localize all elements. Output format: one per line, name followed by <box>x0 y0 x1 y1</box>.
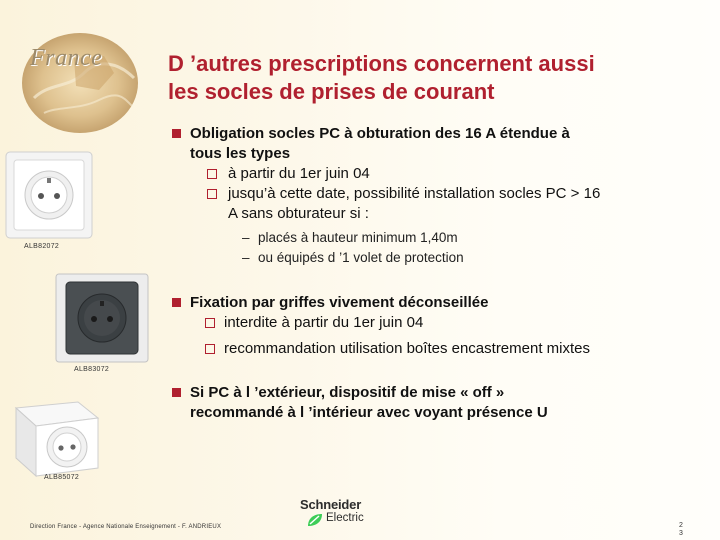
page-number <box>679 522 683 538</box>
square-bullet-icon <box>172 129 181 138</box>
sub-bullet-item <box>170 184 710 224</box>
square-bullet-icon <box>172 388 181 397</box>
dash-bullet-icon: – <box>242 230 250 245</box>
product-image-socket-surface <box>6 400 106 478</box>
page-number-digit: 2 <box>679 522 683 529</box>
sub-sub-bullet-text: ou équipés d ’1 volet de protection <box>258 250 464 265</box>
sub-bullet-text: interdite à partir du 1er juin 04 <box>224 314 424 331</box>
slide-title <box>168 50 708 106</box>
page-number-digit: 3 <box>679 530 683 537</box>
hollow-square-bullet-icon <box>207 169 217 179</box>
bullet-text: tous les types <box>190 145 291 162</box>
bullet-list <box>170 124 710 423</box>
schneider-electric-logo <box>300 497 370 531</box>
brand-sub: Electric <box>326 512 364 524</box>
bullet-text: recommandé à l ’intérieur avec voyant présence U <box>190 404 548 421</box>
bullet-text: Fixation par griffes vivement déconseillée <box>190 294 489 311</box>
hollow-square-bullet-icon <box>207 189 217 199</box>
hollow-square-bullet-icon <box>205 344 215 354</box>
hollow-square-bullet-icon <box>205 318 215 328</box>
product-image-socket-dark <box>54 272 150 364</box>
bullet-item <box>170 383 710 423</box>
sub-bullet-text: à partir du 1er juin 04 <box>228 165 370 182</box>
footer-text: Direction France - Agence Nationale Enseignement - F. ANDRIEUX <box>30 524 222 530</box>
bullet-item <box>170 293 710 313</box>
sub-bullet-item <box>170 313 710 333</box>
sub-bullet-text: A sans obturateur si : <box>228 205 369 222</box>
dash-bullet-icon: – <box>242 250 250 265</box>
sub-bullet-item <box>170 164 710 184</box>
schneider-leaf-icon <box>306 512 324 528</box>
sub-sub-bullet-item <box>170 248 710 268</box>
product-image-socket-white <box>4 150 94 240</box>
title-line-1: D ’autres prescriptions concernent aussi <box>168 51 595 76</box>
sub-bullet-item <box>170 339 710 359</box>
brand-name: Schneider <box>300 497 362 512</box>
france-logo <box>14 28 146 138</box>
sub-sub-bullet-item <box>170 228 710 248</box>
product-caption: ALB85072 <box>44 474 80 481</box>
bullet-item <box>170 124 710 164</box>
logo-text: France <box>30 45 103 71</box>
sub-bullet-text: recommandation utilisation boîtes encastrement mixtes <box>224 340 591 357</box>
product-caption: ALB82072 <box>24 243 60 250</box>
sub-sub-bullet-text: placés à hauteur minimum 1,40m <box>258 230 458 245</box>
title-line-2: les socles de prises de courant <box>168 79 495 104</box>
sub-bullet-text: jusqu’à cette date, possibilité installation socles PC > 16 <box>228 185 601 202</box>
square-bullet-icon <box>172 298 181 307</box>
bullet-text: Si PC à l ’extérieur, dispositif de mise « off » <box>190 384 505 401</box>
bullet-text: Obligation socles PC à obturation des 16 A étendue à <box>190 125 570 142</box>
product-caption: ALB83072 <box>74 366 110 373</box>
